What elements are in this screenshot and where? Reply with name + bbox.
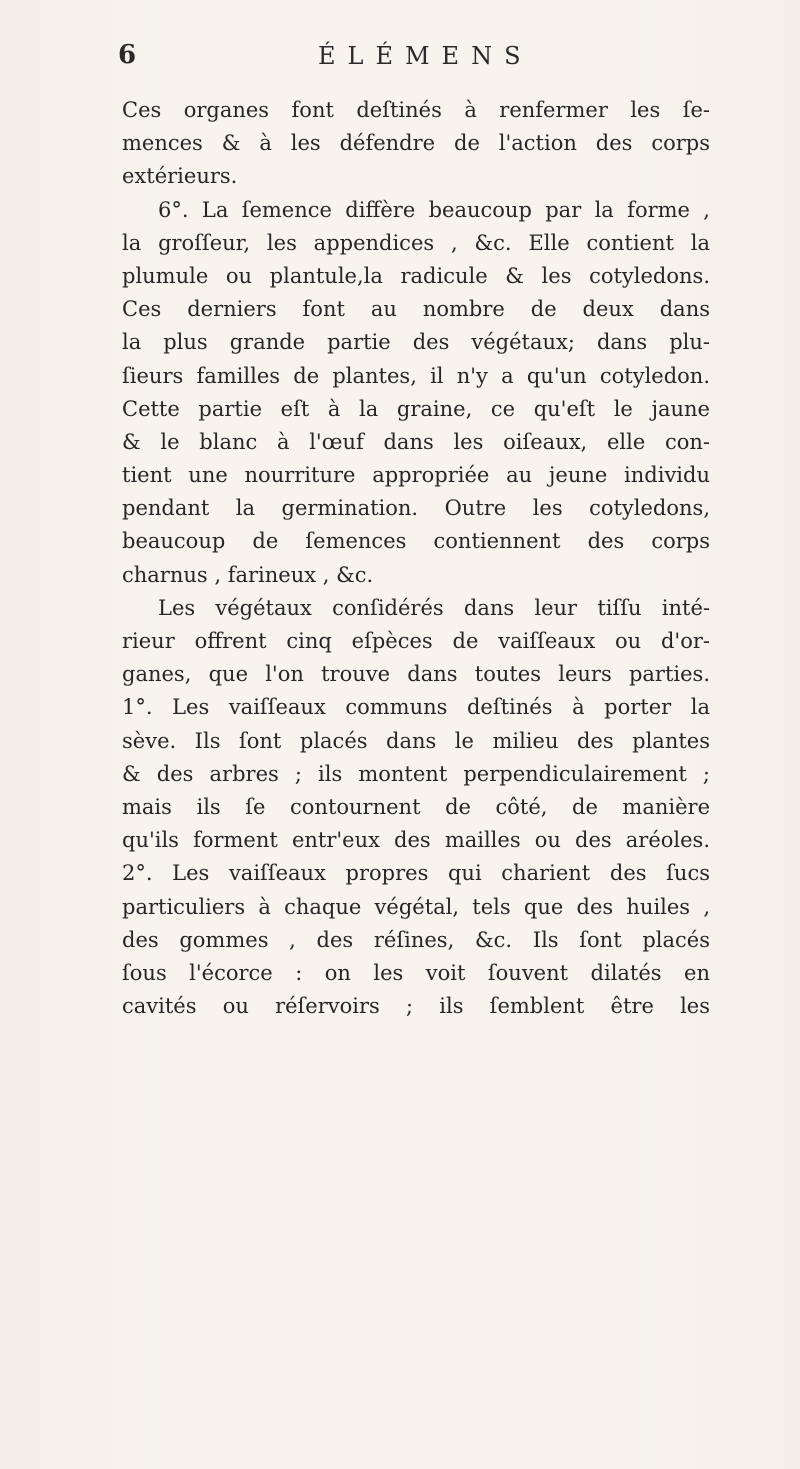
text-line: ganes, que l'on trouve dans toutes leurs parties. bbox=[122, 662, 710, 687]
text-line: Les végétaux conſidérés dans leur tiſſu inté- bbox=[158, 595, 710, 620]
text-line: Ces derniers font au nombre de deux dans bbox=[122, 297, 710, 322]
body-text bbox=[122, 94, 710, 1023]
text-line: ſous l'écorce : on les voit ſouvent dilatés en bbox=[122, 960, 710, 985]
page-header bbox=[118, 40, 690, 80]
text-line: charnus , farineux , &c. bbox=[122, 562, 374, 587]
text-line: rieur offrent cinq eſpèces de vaiſſeaux ou d'or- bbox=[122, 629, 710, 653]
text-line: & le blanc à l'œuf dans les oiſeaux, elle con- bbox=[122, 429, 710, 454]
text-line: Ces organes font deſtinés à renfermer les ſe- bbox=[122, 98, 710, 122]
text-line: pendant la germination. Outre les cotyledons, bbox=[122, 496, 710, 521]
text-line: mences & à les défendre de l'action des corps bbox=[122, 131, 710, 156]
text-line: 1°. Les vaiſſeaux communs deſtinés à porter la bbox=[122, 695, 710, 720]
text-line: des gommes , des réſines, &c. Ils ſont placés bbox=[122, 927, 710, 952]
text-line: qu'ils forment entr'eux des mailles ou des aréoles. bbox=[122, 828, 710, 853]
page-number: 6 bbox=[118, 40, 137, 70]
text-line: extérieurs. bbox=[122, 164, 238, 189]
text-line: mais ils ſe contournent de côté, de manière bbox=[122, 794, 710, 819]
text-line: sève. Ils ſont placés dans le milieu des plantes bbox=[122, 728, 710, 753]
text-line: & des arbres ; ils montent perpendiculairement ; bbox=[122, 761, 710, 786]
text-line: particuliers à chaque végétal, tels que des huiles , bbox=[122, 894, 710, 919]
text-line: la groſſeur, les appendices , &c. Elle contient la bbox=[122, 230, 710, 255]
text-line: 2°. Les vaiſſeaux propres qui charient des ſucs bbox=[122, 861, 710, 886]
text-line: la plus grande partie des végétaux; dans plu- bbox=[122, 330, 710, 355]
text-line: plumule ou plantule,la radicule & les cotyledons. bbox=[122, 263, 710, 288]
text-line: beaucoup de ſemences contiennent des corps bbox=[122, 529, 710, 554]
text-line: ſieurs familles de plantes, il n'y a qu'un cotyledon. bbox=[122, 363, 710, 388]
text-line: cavités ou réſervoirs ; ils ſemblent être les bbox=[122, 994, 710, 1019]
text-line: tient une nourriture appropriée au jeune individu bbox=[122, 463, 710, 488]
text-line: 6°. La ſemence diffère beaucoup par la forme , bbox=[158, 197, 710, 222]
running-title: ÉLÉMENS bbox=[318, 42, 533, 70]
text-line: Cette partie eſt à la graine, ce qu'eſt le jaune bbox=[122, 396, 710, 421]
